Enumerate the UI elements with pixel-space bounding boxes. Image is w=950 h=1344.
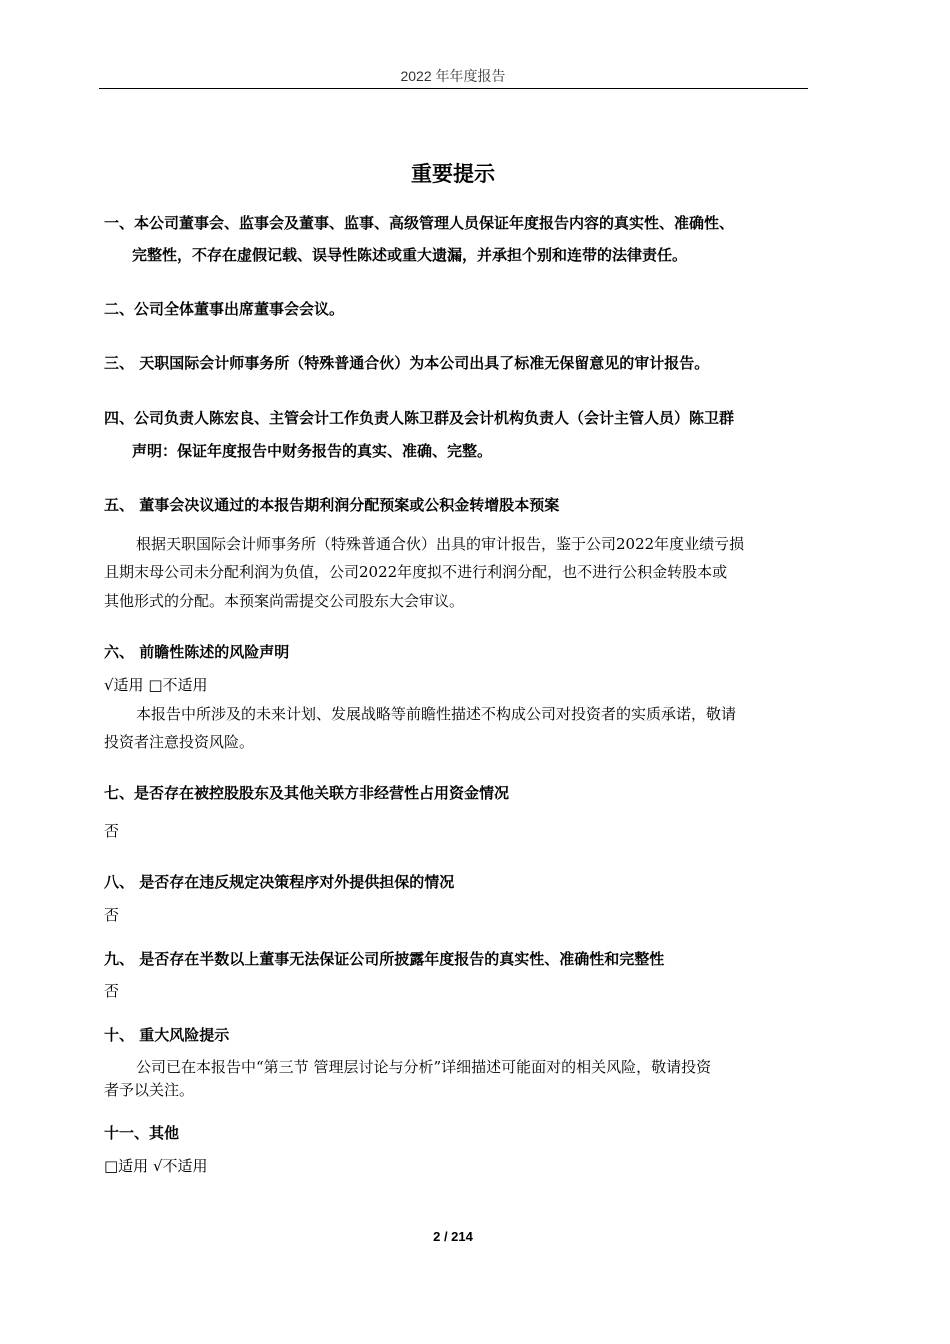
section-6-paragraph-line-2: 投资者注意投资风险。 [104,733,255,751]
section-11-applicability: □适用 √不适用 [104,1157,208,1175]
section-6-paragraph-line-1: 本报告中所涉及的未来计划、发展战略等前瞻性描述不构成公司对投资者的实质承诺，敬请 [136,705,737,723]
page-number: 2 / 214 [433,1229,473,1244]
section-8-heading: 八、 是否存在违反规定决策程序对外提供担保的情况 [104,873,455,891]
section-4-line-1: 四、公司负责人陈宏良、主管会计工作负责人陈卫群及会计机构负责人（会计主管人员）陈卫群 [104,409,735,427]
section-11-heading: 十一、其他 [104,1124,180,1142]
header-divider [99,88,808,89]
section-7-heading: 七、是否存在被控股股东及其他关联方非经营性占用资金情况 [104,784,510,802]
section-8-answer: 否 [104,906,120,924]
section-6-applicability: √适用 □不适用 [104,676,208,694]
section-9-heading: 九、 是否存在半数以上董事无法保证公司所披露年度报告的真实性、准确性和完整性 [104,950,665,968]
section-10-paragraph-line-1: 公司已在本报告中“第三节 管理层讨论与分析”详细描述可能面对的相关风险，敬请投资 [136,1058,712,1076]
section-3-heading: 三、 天职国际会计师事务所（特殊普通合伙）为本公司出具了标准无保留意见的审计报告。 [104,354,710,372]
section-5-heading: 五、 董事会决议通过的本报告期利润分配预案或公积金转增股本预案 [104,496,560,514]
section-7-answer: 否 [104,822,120,840]
section-5-paragraph-line-2: 且期末母公司未分配利润为负值，公司2022年度拟不进行利润分配，也不进行公积金转股本或 [104,563,728,581]
section-9-answer: 否 [104,982,120,1000]
section-10-heading: 十、 重大风险提示 [104,1026,230,1044]
section-10-paragraph-line-2: 者予以关注。 [104,1081,195,1099]
section-5-paragraph-line-3: 其他形式的分配。本预案尚需提交公司股东大会审议。 [104,592,465,610]
section-1-line-2: 完整性，不存在虚假记载、误导性陈述或重大遗漏，并承担个别和连带的法律责任。 [132,246,688,264]
section-4-line-2: 声明：保证年度报告中财务报告的真实、准确、完整。 [132,442,493,460]
page-title: 重要提示 [411,162,495,186]
section-2-heading: 二、公司全体董事出席董事会会议。 [104,300,345,318]
section-1-line-1: 一、本公司董事会、监事会及董事、监事、高级管理人员保证年度报告内容的真实性、准确性、 [104,214,735,232]
section-5-paragraph-line-1: 根据天职国际会计师事务所（特殊普通合伙）出具的审计报告，鉴于公司2022年度业绩亏损 [136,535,745,553]
section-6-heading: 六、 前瞻性陈述的风险声明 [104,643,290,661]
page-header: 2022 年年度报告 [400,68,506,84]
